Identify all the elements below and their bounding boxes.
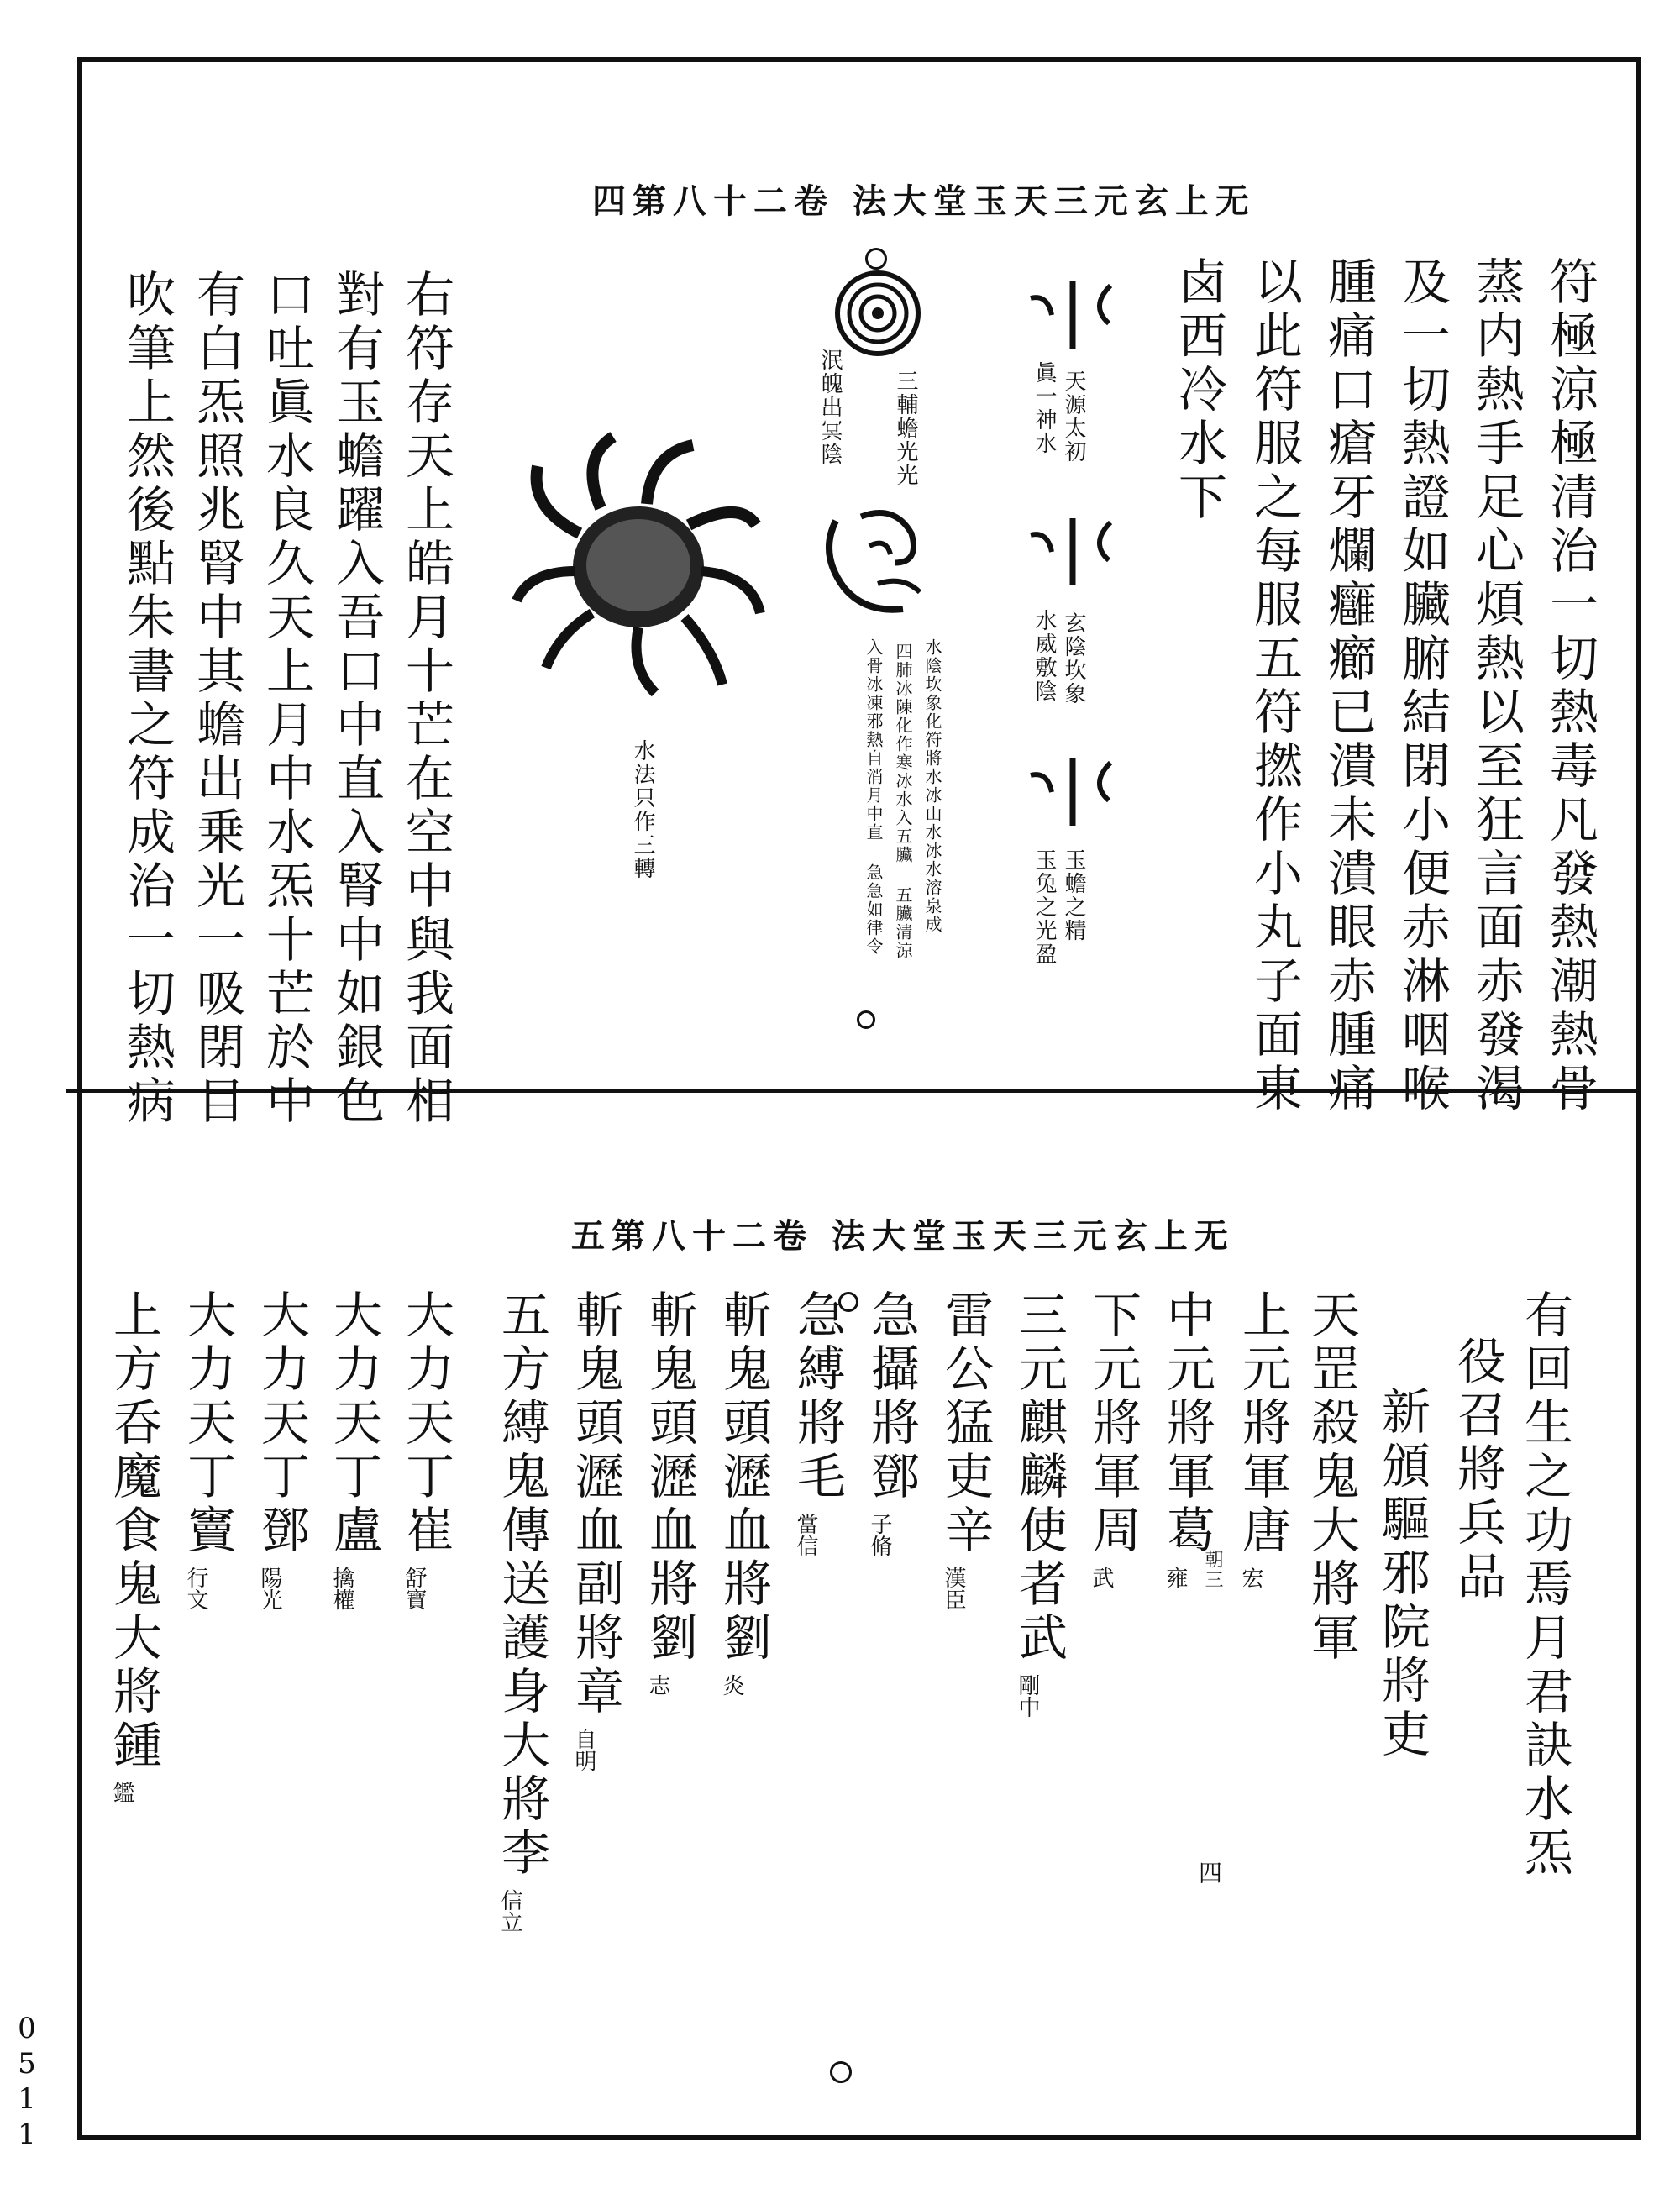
text-column: 符極涼極清治一切熱毒凡發熱潮熱骨 [1541,256,1599,1116]
toad-caption: 水法只作三轉 [630,739,655,880]
text-column: 斬鬼頭瀝血副將章 [567,1289,624,1719]
text-column: 卤西冷水下 [1170,256,1227,525]
small-circle-icon [857,1010,875,1029]
text-column: 役召將兵品 [1449,1336,1506,1604]
text-column: 對有玉蟾躍入吾口中直入腎中如銀色 [328,269,385,1129]
text-column: 大力天丁竇 [179,1289,236,1558]
text-column: 三元麒麟使者武 [1011,1289,1068,1666]
name-annotation: 自明 [571,1728,596,1771]
text-column: 下元將軍周 [1084,1289,1142,1558]
name-annotation: 炎 [719,1674,744,1696]
text-column: 上方呑魔食鬼大將鍾 [105,1289,162,1773]
text-column: 蒸内熱手足心煩熱以至狂言面赤發渴 [1467,256,1525,1116]
talisman-note-c: 水陰坎象化符將水冰山水冰水溶泉成 [922,638,942,934]
name-annotation: 擒權 [329,1567,354,1610]
name-annotation: 陽光 [257,1567,282,1610]
text-column: 腫痛口瘡牙爛癰癤已潰未潰眼赤腫痛 [1320,256,1377,1116]
talisman-note-b: 泯魄出冥陰 [817,349,843,466]
bottom-header: 无上玄元三天玉堂大法 卷二十八第五 [571,1216,1235,1256]
symbol-2-note-a: 玄陰坎象 [1061,611,1086,706]
talisman-note-e: 入骨冰凍邪熱自消月中直 急急如律令 [864,638,884,956]
name-annotation: 剛中 [1015,1674,1040,1718]
name-annotation: 行文 [183,1567,208,1610]
symbol-2-icon [1026,514,1119,590]
name-annotation: 宏 [1238,1567,1263,1588]
small-circle-icon [838,1292,858,1312]
text-column: 斬鬼頭瀝血將劉 [715,1289,772,1666]
text-column: 大力天丁崔 [397,1289,454,1558]
margin-number: 0511 [10,2012,44,2153]
page-number: 四 [1195,1860,1223,1886]
symbol-3-note-a: 玉蟾之精 [1061,848,1086,942]
text-column: 上元將軍唐 [1234,1289,1291,1558]
text-column: 天罡殺鬼大將軍 [1303,1289,1360,1666]
talisman-note-d: 四肺冰陳化作寒冰水入五臟 五臟清涼 [893,643,913,960]
text-column: 及一切熱證如臟腑結閉小便赤淋咽喉 [1394,256,1451,1116]
text-column: 中元將軍葛 [1158,1289,1215,1558]
symbol-1-note-a: 天源太初 [1061,370,1086,464]
name-annotation: 志 [645,1674,670,1696]
text-column: 斬鬼頭瀝血將劉 [641,1289,698,1666]
name-annotation: 漢臣 [941,1567,966,1610]
symbol-3-icon [1026,754,1119,830]
small-note: 朝三 [1202,1550,1223,1590]
symbol-1-icon [1026,277,1119,353]
bottom-circle-icon [830,2061,852,2083]
swirl-talisman-icon [819,504,937,630]
text-column: 急縛將毛 [789,1289,846,1504]
text-column: 大力天丁鄧 [253,1289,310,1558]
name-annotation: 武 [1089,1567,1114,1588]
text-column: 五方縛鬼傳送護身大將李 [493,1289,550,1881]
text-column: 吹筆上然後點朱書之符成治一切熱病 [118,269,176,1129]
text-column: 口吐眞水良久天上月中水炁十芒於中 [258,269,315,1129]
text-column: 有白炁照兆腎中其蟾出乗光一吸閉目 [188,269,245,1129]
name-annotation: 舒寶 [402,1567,427,1610]
name-annotation: 當信 [793,1513,818,1556]
toad-moon-icon [512,433,764,701]
name-annotation: 鑑 [109,1782,134,1803]
text-column: 新頒驅邪院將吏 [1373,1386,1431,1762]
text-column: 以此符服之每服五符撚作小丸子面東 [1246,256,1303,1116]
text-column: 雷公猛吏辛 [937,1289,994,1558]
text-column: 急攝將鄧 [863,1289,920,1504]
spiral-talisman-icon [832,267,924,360]
text-column: 大力天丁盧 [325,1289,382,1558]
name-annotation: 子脩 [867,1513,892,1556]
talisman-note-a: 三輔蟾光光 [893,370,918,487]
text-column: 右符存天上皓月十芒在空中與我面相 [397,269,454,1129]
symbol-3-note-b: 玉兔之光盈 [1032,848,1057,966]
symbol-1-note-b: 眞一神水 [1032,361,1057,455]
symbol-2-note-b: 水威敷陰 [1032,609,1057,703]
text-column: 有回生之功焉月君訣水炁 [1516,1289,1573,1881]
name-annotation: 雍 [1163,1567,1188,1588]
name-annotation: 信立 [497,1889,522,1933]
top-header: 无上玄元三天玉堂大法 卷二十八第四 [592,181,1256,221]
